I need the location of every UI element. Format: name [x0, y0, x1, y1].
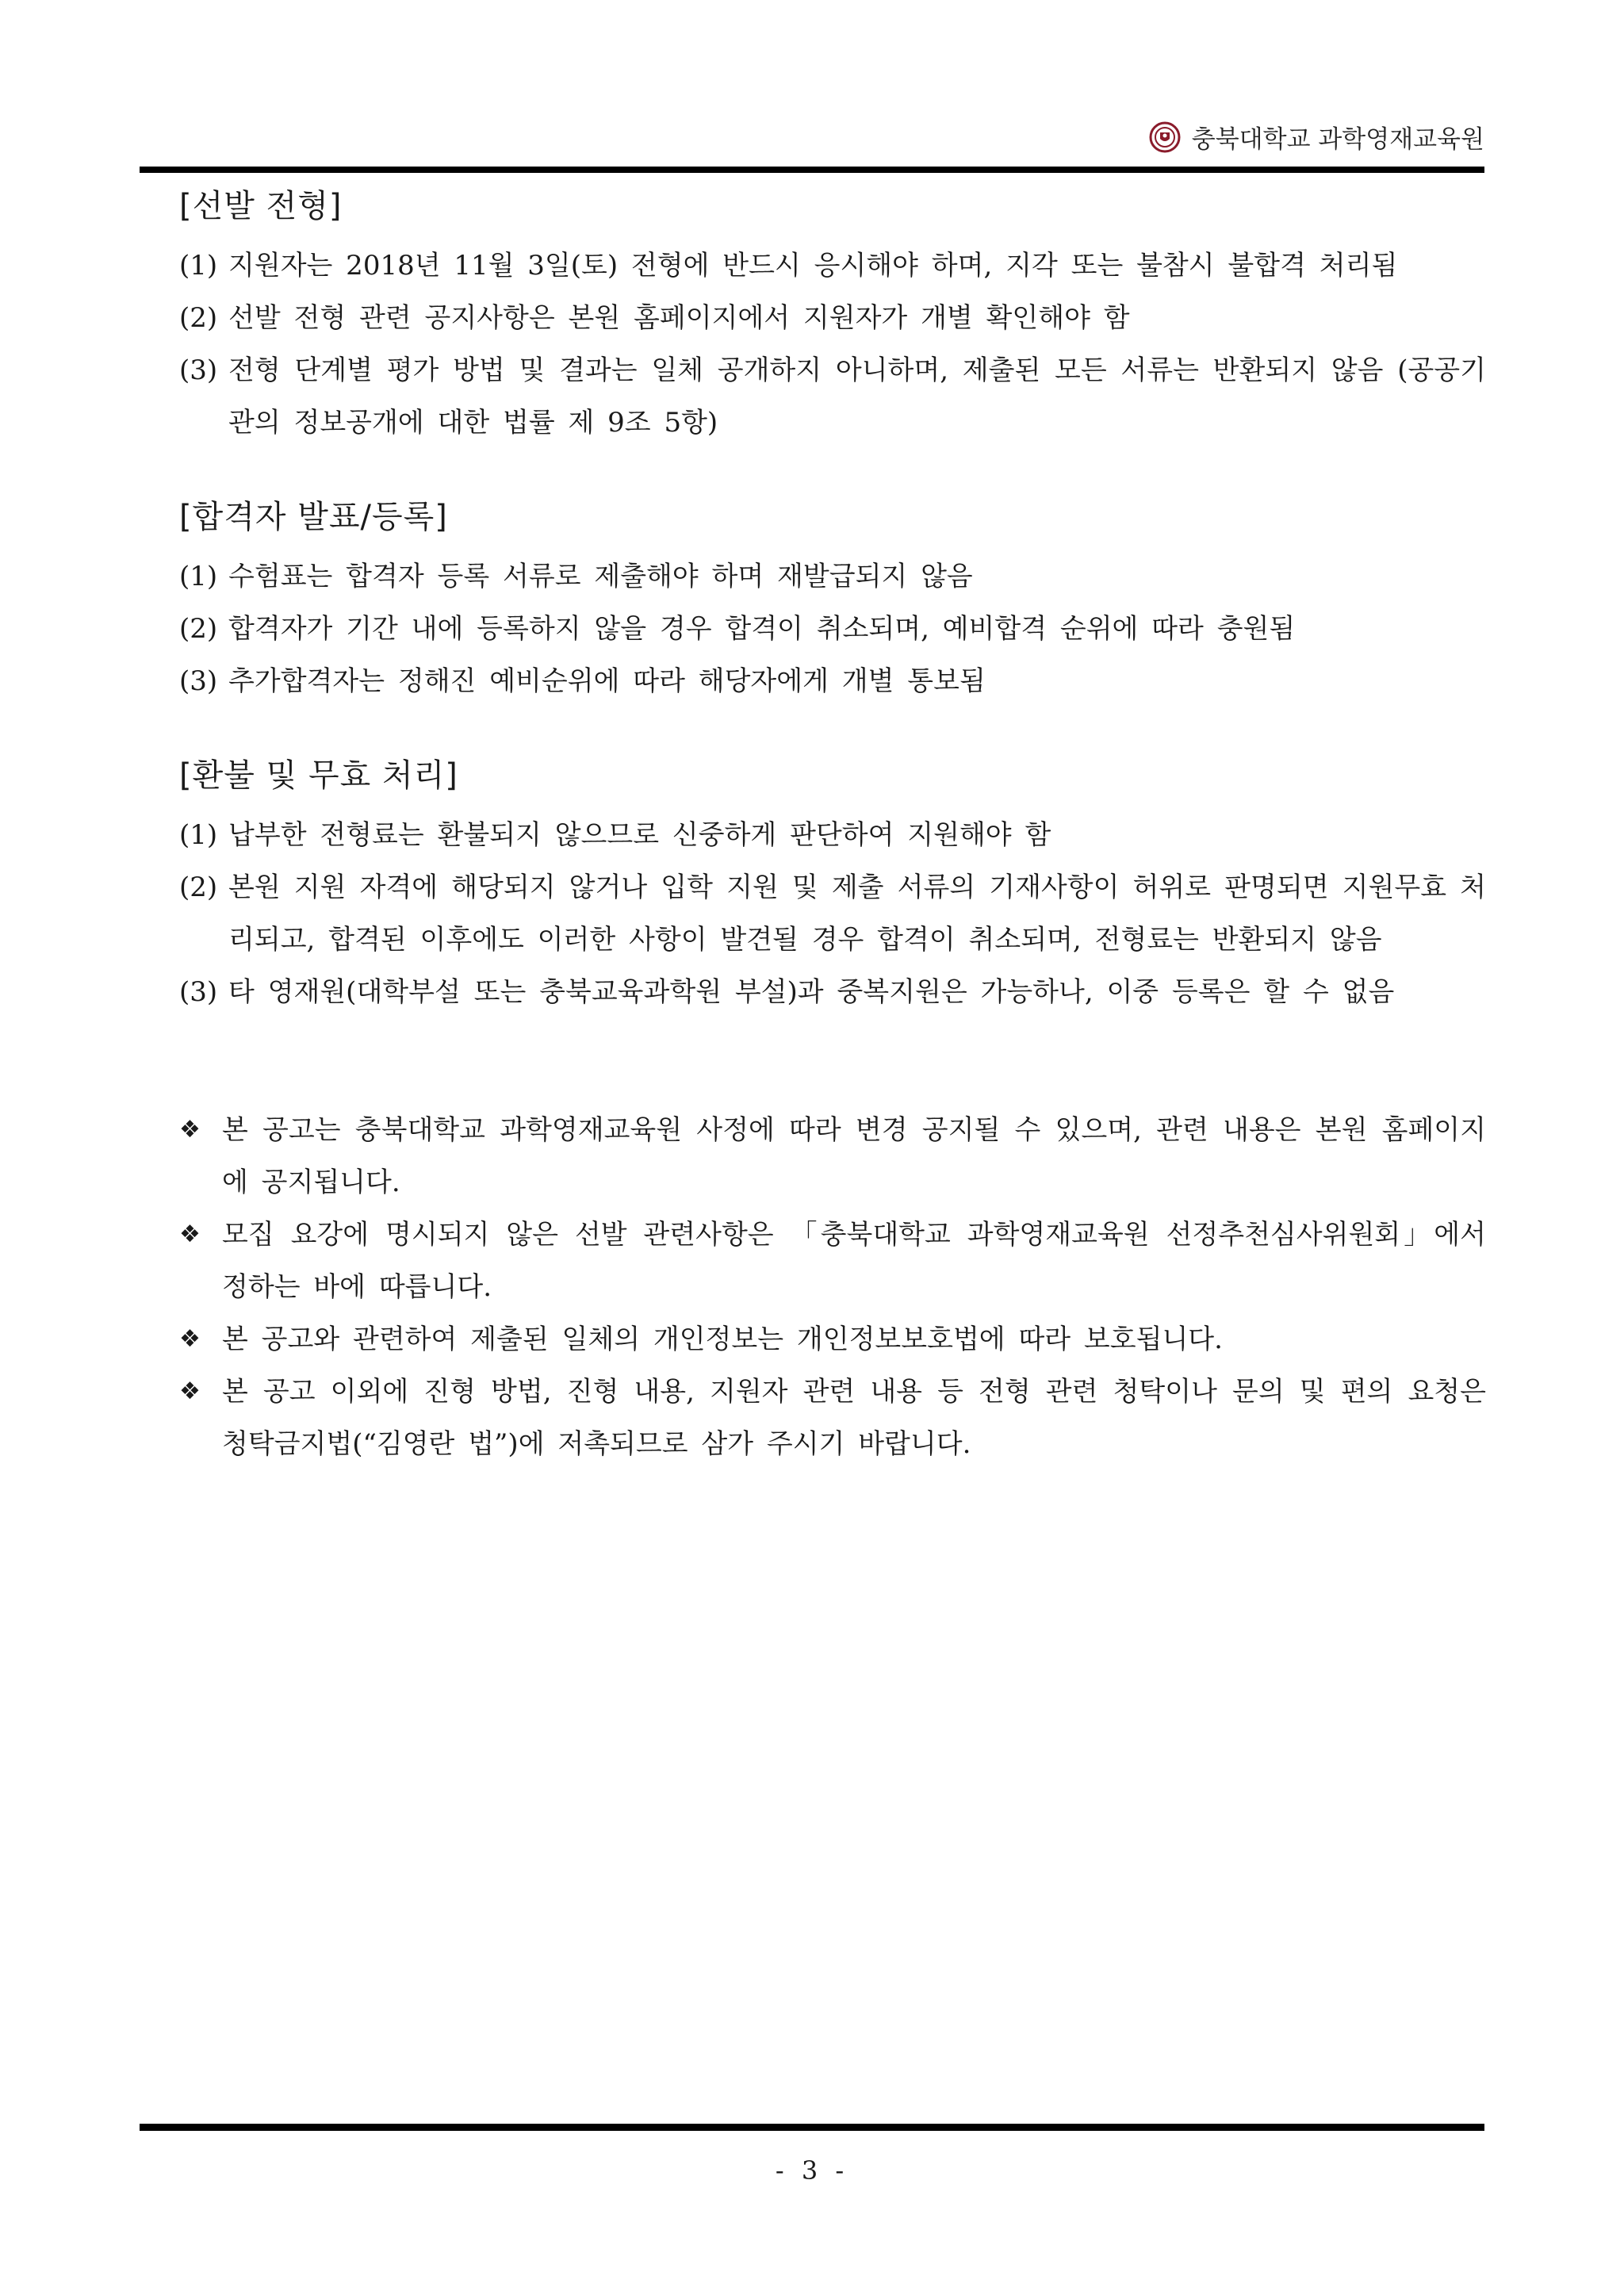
item-number: (2) — [179, 302, 218, 334]
list-item — [179, 550, 1486, 603]
university-seal-icon — [1149, 121, 1181, 153]
diamond-bullet-icon: ❖ — [179, 1220, 201, 1248]
section-selection — [179, 184, 1486, 449]
notice-text: 모집 요강에 명시되지 않은 선발 관련사항은 「충북대학교 과학영재교육원 선정추천심사위원회」에서 정하는 바에 따릅니다. — [222, 1219, 1486, 1303]
notice-text: 본 공고는 충북대학교 과학영재교육원 사정에 따라 변경 공지될 수 있으며, 관련 내용은 본원 홈페이지에 공지됩니다. — [222, 1114, 1486, 1198]
item-text: 추가합격자는 정해진 예비순위에 따라 해당자에게 개별 통보됨 — [228, 665, 986, 697]
item-number: (2) — [179, 613, 218, 645]
section-title: [환불 및 무효 처리] — [179, 757, 458, 794]
list-item — [179, 292, 1486, 344]
page-header — [140, 111, 1484, 159]
list-item — [179, 655, 1486, 707]
item-text: 타 영재원(대학부설 또는 충북교육과학원 부설)과 중복지원은 가능하나, 이중 등록은 할 수 없음 — [228, 976, 1395, 1008]
item-list — [179, 550, 1486, 707]
diamond-bullet-icon: ❖ — [179, 1377, 201, 1405]
item-number: (2) — [179, 872, 218, 903]
item-text: 납부한 전형료는 환불되지 않으므로 신중하게 판단하여 지원해야 함 — [228, 819, 1051, 851]
section-title: [선발 전형] — [179, 188, 343, 224]
notice-list — [179, 1104, 1486, 1470]
item-number: (3) — [179, 976, 218, 1008]
section-refund-invalidation — [179, 753, 1486, 1018]
item-text: 본원 지원 자격에 해당되지 않거나 입학 지원 및 제출 서류의 기재사항이 허위로 판명되면 지원무효 처리되고, 합격된 이후에도 이러한 사항이 발견될 경우 합격이 취소되며, 전형료는 반환되지 않음 — [228, 872, 1486, 956]
item-text: 선발 전형 관련 공지사항은 본원 홈페이지에서 지원자가 개별 확인해야 함 — [228, 302, 1130, 334]
item-number: (1) — [179, 819, 218, 851]
notice-text: 본 공고 이외에 진형 방법, 진형 내용, 지원자 관련 내용 등 전형 관련 청탁이나 문의 및 편의 요청은 청탁금지법(“김영란 법”)에 저촉되므로 삼가 주시기 바랍니다. — [222, 1376, 1486, 1460]
diamond-bullet-icon: ❖ — [179, 1116, 201, 1144]
list-item — [179, 809, 1486, 861]
list-item — [179, 966, 1486, 1018]
item-text: 지원자는 2018년 11월 3일(토) 전형에 반드시 응시해야 하며, 지각 또는 불참시 불합격 처리됨 — [228, 250, 1398, 282]
list-item — [179, 603, 1486, 655]
list-item — [179, 861, 1486, 966]
item-number: (3) — [179, 665, 218, 697]
notice-text: 본 공고와 관련하여 제출된 일체의 개인정보는 개인정보보호법에 따라 보호됩니다. — [222, 1324, 1223, 1355]
notice-item — [179, 1313, 1486, 1366]
footer-rule — [140, 2124, 1484, 2131]
diamond-bullet-icon: ❖ — [179, 1325, 201, 1353]
item-text: 합격자가 기간 내에 등록하지 않을 경우 합격이 취소되며, 예비합격 순위에 따라 충원됨 — [228, 613, 1296, 645]
notice-item — [179, 1209, 1486, 1313]
header-org — [1149, 119, 1484, 155]
page-number: - 3 - — [775, 2155, 849, 2186]
item-list — [179, 239, 1486, 449]
item-list — [179, 809, 1486, 1018]
org-name: 충북대학교 과학영재교육원 — [1191, 125, 1484, 154]
item-number: (3) — [179, 354, 218, 386]
notice-item — [179, 1366, 1486, 1470]
item-text: 전형 단계별 평가 방법 및 결과는 일체 공개하지 아니하며, 제출된 모든 서류는 반환되지 않음 (공공기관의 정보공개에 대한 법률 제 9조 5항) — [228, 354, 1486, 439]
item-text: 수험표는 합격자 등록 서류로 제출해야 하며 재발급되지 않음 — [228, 561, 973, 592]
item-number: (1) — [179, 250, 218, 282]
section-title: [합격자 발표/등록] — [179, 499, 448, 535]
document-body — [179, 184, 1486, 1470]
list-item — [179, 239, 1486, 292]
item-number: (1) — [179, 561, 218, 592]
header-rule — [140, 167, 1484, 173]
list-item — [179, 344, 1486, 449]
section-announcement-registration — [179, 495, 1486, 707]
notice-item — [179, 1104, 1486, 1209]
